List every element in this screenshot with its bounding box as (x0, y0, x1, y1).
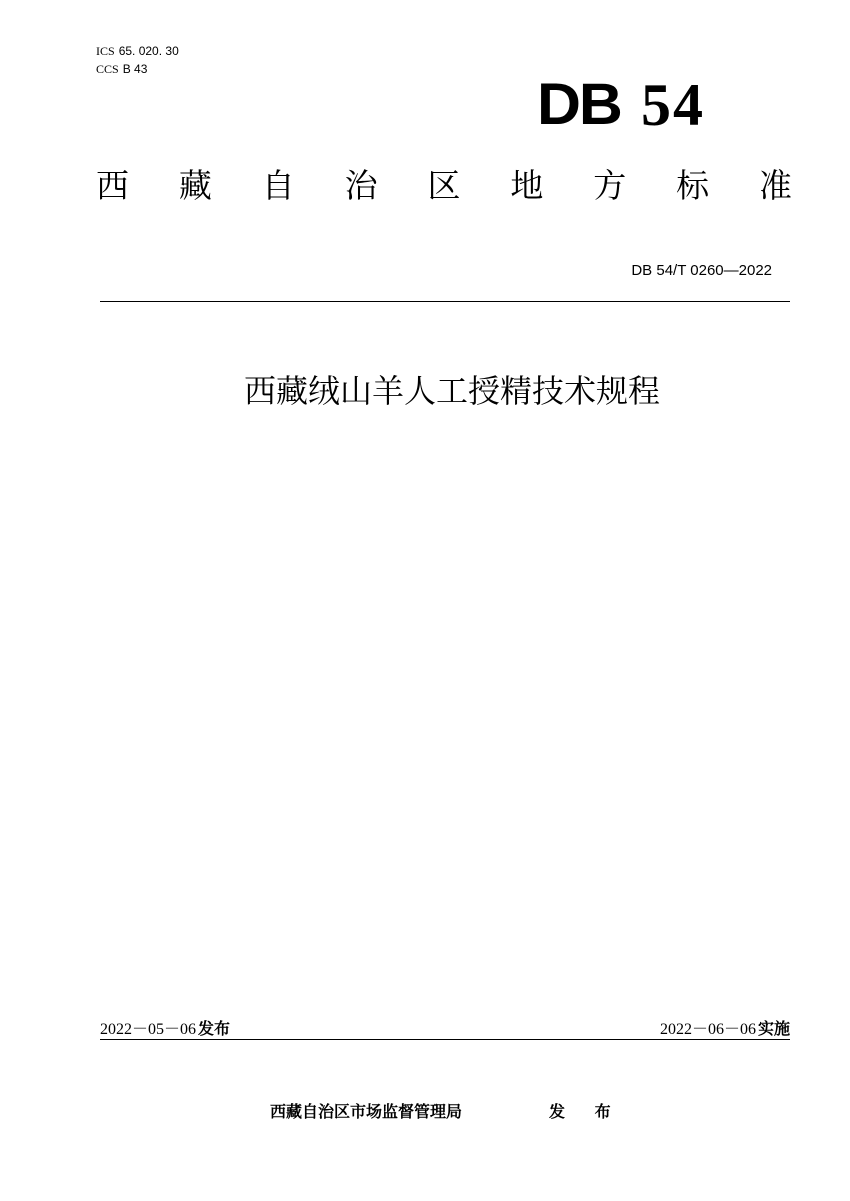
db-logo-number: 54 (641, 72, 705, 138)
ics-label: ICS (96, 44, 115, 58)
standard-type-char: 地 (510, 166, 544, 205)
implementation-label: 实施 (757, 1019, 790, 1038)
standard-type-char: 藏 (178, 166, 212, 205)
ccs-label: CCS (96, 62, 119, 76)
standard-type-char: 方 (593, 166, 627, 205)
ics-value: 65. 020. 30 (118, 44, 179, 58)
standard-code: DB 54/T 0260—2022 (631, 262, 772, 279)
standard-type-char: 区 (427, 166, 461, 205)
db-logo-letters: DB (537, 72, 621, 137)
implementation-date-value: 2022－06－06 (659, 1021, 756, 1038)
ccs-row (96, 60, 179, 78)
standard-type-char: 治 (344, 166, 378, 205)
implementation-date (660, 1016, 790, 1039)
release-date-value: 2022－05－06 (100, 1021, 197, 1038)
release-date (100, 1016, 230, 1039)
ics-row (96, 42, 179, 60)
standard-type-heading (96, 163, 792, 209)
db-standard-logo (537, 72, 737, 138)
bottom-divider (100, 1039, 790, 1040)
publisher-action: 发 布 (549, 1102, 623, 1121)
standard-type-char: 西 (96, 166, 129, 205)
standard-type-char: 准 (759, 166, 792, 205)
publisher-name: 西藏自治区市场监督管理局 (270, 1102, 463, 1121)
ccs-value: B 43 (122, 62, 148, 76)
release-label: 发布 (198, 1019, 231, 1038)
top-divider (100, 301, 790, 302)
document-title: 西藏绒山羊人工授精技术规程 (243, 372, 660, 410)
standard-type-char: 标 (676, 166, 710, 205)
classification-block (96, 42, 179, 78)
standard-type-char: 自 (261, 166, 295, 205)
